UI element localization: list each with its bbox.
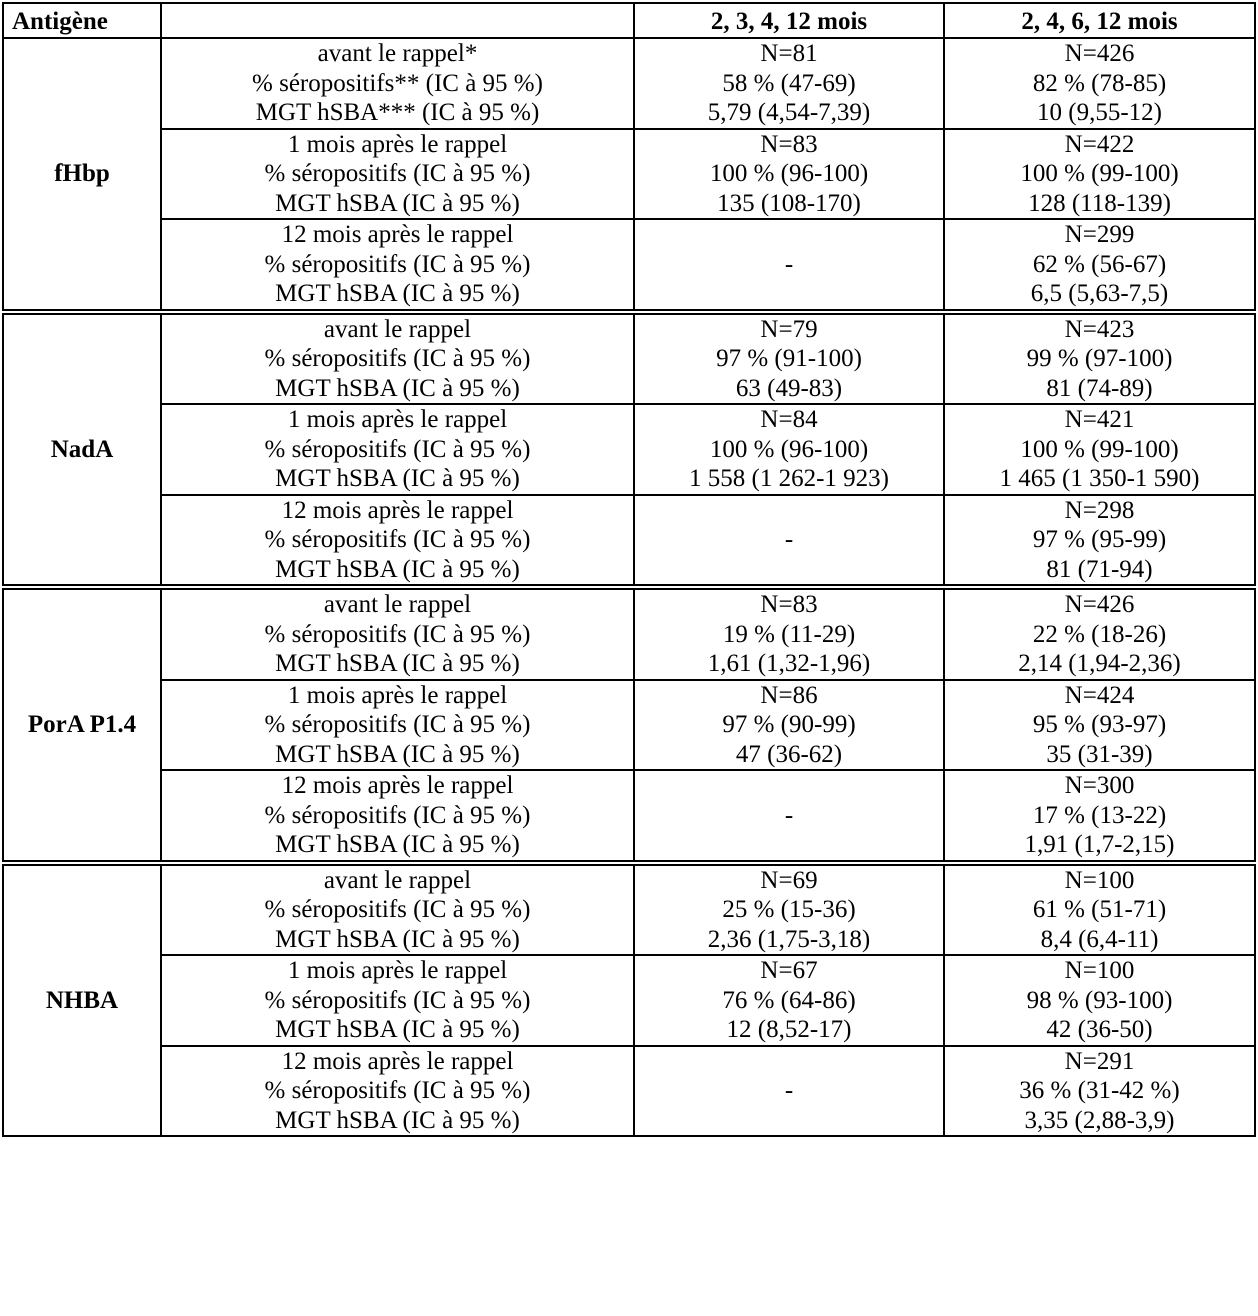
- cell-line: avant le rappel*: [317, 40, 478, 67]
- header-schedule-2-4-6-12: 2, 4, 6, 12 mois: [944, 3, 1255, 38]
- description-cell: [161, 770, 634, 863]
- cell-line: N=426: [1064, 591, 1135, 618]
- cell-line: 99 % (97-100): [1026, 345, 1173, 372]
- table-row: [3, 312, 1255, 405]
- description-cell: [161, 955, 634, 1046]
- cell-line: MGT hSBA (IC à 95 %): [275, 374, 520, 402]
- description-cell: [161, 495, 634, 588]
- cell-line: 2,36 (1,75-3,18): [707, 925, 871, 953]
- schedule-b-cell: [944, 129, 1255, 220]
- schedule-a-cell: [634, 680, 944, 771]
- cell-line: 58 % (47-69): [722, 69, 856, 97]
- table-row: [3, 404, 1255, 495]
- description-cell: [161, 404, 634, 495]
- cell-line: 100 % (99-100): [1020, 160, 1179, 187]
- cell-line: MGT hSBA (IC à 95 %): [275, 465, 520, 492]
- antigen-cell: NHBA: [3, 863, 161, 1137]
- table-row: [3, 955, 1255, 1046]
- cell-line: 1 mois après le rappel: [287, 681, 508, 709]
- description-cell: [161, 587, 634, 680]
- cell-line: MGT hSBA (IC à 95 %): [275, 740, 520, 768]
- cell-line: -: [784, 1077, 794, 1104]
- cell-line: N=86: [760, 681, 818, 709]
- cell-line: N=300: [1064, 772, 1135, 799]
- cell-line: N=100: [1064, 866, 1135, 894]
- schedule-a-cell: [634, 38, 944, 129]
- schedule-b-cell: [944, 955, 1255, 1046]
- cell-line: avant le rappel: [323, 591, 472, 618]
- cell-line: 1 mois après le rappel: [287, 957, 508, 984]
- cell-line: -: [784, 250, 794, 278]
- description-cell: [161, 312, 634, 405]
- cell-line: 2,14 (1,94-2,36): [1018, 650, 1181, 677]
- cell-line: % séropositifs (IC à 95 %): [264, 345, 531, 372]
- cell-line: N=421: [1064, 406, 1135, 433]
- cell-line: 19 % (11-29): [722, 620, 856, 648]
- table-row: [3, 1046, 1255, 1137]
- cell-line: N=81: [760, 40, 818, 67]
- schedule-a-cell: [634, 312, 944, 405]
- cell-line: 10 (9,55-12): [1037, 99, 1162, 126]
- header-schedule-2-3-4-12: 2, 3, 4, 12 mois: [634, 3, 944, 38]
- schedule-a-cell: [634, 495, 944, 588]
- cell-line: N=424: [1064, 681, 1135, 709]
- header-description: [161, 3, 634, 38]
- cell-line: MGT hSBA (IC à 95 %): [275, 831, 520, 858]
- cell-line: 35 (31-39): [1046, 740, 1153, 768]
- cell-line: 1 465 (1 350-1 590): [999, 465, 1200, 492]
- cell-line: 42 (36-50): [1046, 1016, 1153, 1043]
- cell-line: MGT hSBA (IC à 95 %): [275, 925, 520, 953]
- cell-line: 81 (71-94): [1046, 555, 1153, 583]
- schedule-a-cell: [634, 863, 944, 956]
- schedule-b-cell: [944, 312, 1255, 405]
- cell-line: % séropositifs (IC à 95 %): [264, 250, 531, 278]
- cell-line: % séropositifs (IC à 95 %): [264, 986, 531, 1014]
- schedule-a-cell: [634, 955, 944, 1046]
- cell-line: 100 % (96-100): [709, 160, 869, 187]
- cell-line: 1,91 (1,7-2,15): [1024, 831, 1175, 858]
- table-row: [3, 680, 1255, 771]
- table-row: [3, 38, 1255, 129]
- cell-line: N=79: [760, 315, 818, 343]
- table-row: [3, 770, 1255, 863]
- cell-line: N=422: [1064, 130, 1135, 158]
- schedule-b-cell: [944, 587, 1255, 680]
- schedule-a-cell: [634, 404, 944, 495]
- cell-line: 1 558 (1 262-1 923): [689, 465, 889, 492]
- table-row: [3, 219, 1255, 312]
- schedule-a-cell: [634, 129, 944, 220]
- cell-line: 25 % (15-36): [722, 896, 856, 923]
- cell-line: 12 mois après le rappel: [281, 221, 514, 248]
- antigen-cell: PorA P1.4: [3, 587, 161, 863]
- cell-line: 100 % (96-100): [709, 435, 869, 463]
- cell-line: N=298: [1064, 496, 1135, 524]
- cell-line: N=69: [760, 866, 818, 894]
- cell-line: MGT hSBA (IC à 95 %): [275, 555, 520, 583]
- cell-line: 5,79 (4,54-7,39): [707, 99, 871, 126]
- cell-line: 62 % (56-67): [1032, 250, 1167, 278]
- cell-line: N=291: [1064, 1047, 1135, 1075]
- cell-line: avant le rappel: [323, 315, 472, 343]
- cell-line: 100 % (99-100): [1020, 435, 1179, 463]
- schedule-a-cell: [634, 1046, 944, 1137]
- cell-line: N=84: [760, 406, 818, 433]
- header-row: [3, 3, 1255, 38]
- description-cell: [161, 38, 634, 129]
- cell-line: 98 % (93-100): [1026, 986, 1173, 1014]
- immunogenicity-table: [2, 2, 1256, 1137]
- cell-line: N=100: [1064, 957, 1135, 984]
- cell-line: % séropositifs (IC à 95 %): [264, 801, 531, 829]
- cell-line: % séropositifs (IC à 95 %): [264, 1077, 531, 1104]
- cell-line: 97 % (91-100): [716, 345, 862, 372]
- description-cell: [161, 129, 634, 220]
- cell-line: 12 mois après le rappel: [281, 1047, 514, 1075]
- cell-line: % séropositifs (IC à 95 %): [264, 435, 531, 463]
- cell-line: N=83: [760, 591, 818, 618]
- table-row: [3, 495, 1255, 588]
- cell-line: 1 mois après le rappel: [287, 406, 508, 433]
- schedule-b-cell: [944, 770, 1255, 863]
- cell-line: MGT hSBA (IC à 95 %): [275, 1106, 520, 1134]
- cell-line: 97 % (90-99): [722, 711, 856, 738]
- antigen-cell: NadA: [3, 312, 161, 588]
- schedule-a-cell: [634, 770, 944, 863]
- cell-line: 36 % (31-42 %): [1019, 1077, 1180, 1104]
- cell-line: MGT hSBA (IC à 95 %): [275, 650, 520, 677]
- schedule-b-cell: [944, 1046, 1255, 1137]
- schedule-a-cell: [634, 219, 944, 312]
- cell-line: N=426: [1064, 40, 1135, 67]
- antigen-cell: fHbp: [3, 38, 161, 312]
- cell-line: MGT hSBA (IC à 95 %): [275, 189, 520, 217]
- cell-line: 61 % (51-71): [1032, 896, 1167, 923]
- cell-line: 8,4 (6,4-11): [1040, 925, 1159, 953]
- cell-line: 47 (36-62): [735, 740, 843, 768]
- cell-line: -: [784, 801, 794, 829]
- schedule-b-cell: [944, 404, 1255, 495]
- cell-line: 3,35 (2,88-3,9): [1024, 1106, 1175, 1134]
- schedule-b-cell: [944, 495, 1255, 588]
- cell-line: MGT hSBA*** (IC à 95 %): [255, 99, 540, 126]
- schedule-b-cell: [944, 680, 1255, 771]
- cell-line: 128 (118-139): [1028, 189, 1171, 217]
- cell-line: % séropositifs (IC à 95 %): [264, 160, 531, 187]
- cell-line: % séropositifs (IC à 95 %): [264, 526, 531, 553]
- cell-line: % séropositifs (IC à 95 %): [264, 711, 531, 738]
- cell-line: % séropositifs (IC à 95 %): [264, 896, 531, 923]
- cell-line: 17 % (13-22): [1032, 801, 1167, 829]
- description-cell: [161, 863, 634, 956]
- cell-line: 12 mois après le rappel: [281, 496, 514, 524]
- cell-line: 76 % (64-86): [722, 986, 856, 1014]
- cell-line: 22 % (18-26): [1032, 620, 1167, 648]
- cell-line: MGT hSBA (IC à 95 %): [275, 280, 520, 307]
- cell-line: N=67: [760, 957, 818, 984]
- cell-line: % séropositifs (IC à 95 %): [264, 620, 531, 648]
- cell-line: N=299: [1064, 221, 1135, 248]
- cell-line: 1 mois après le rappel: [287, 130, 508, 158]
- cell-line: -: [784, 526, 794, 553]
- description-cell: [161, 1046, 634, 1137]
- schedule-a-cell: [634, 587, 944, 680]
- schedule-b-cell: [944, 219, 1255, 312]
- cell-line: MGT hSBA (IC à 95 %): [275, 1016, 520, 1043]
- table-row: [3, 587, 1255, 680]
- cell-line: N=423: [1064, 315, 1135, 343]
- header-antigen: Antigène: [3, 3, 161, 38]
- schedule-b-cell: [944, 863, 1255, 956]
- cell-line: 6,5 (5,63-7,5): [1030, 280, 1169, 307]
- cell-line: 97 % (95-99): [1032, 526, 1167, 553]
- description-cell: [161, 680, 634, 771]
- cell-line: % séropositifs** (IC à 95 %): [252, 69, 543, 97]
- cell-line: 63 (49-83): [735, 374, 843, 402]
- table-row: [3, 863, 1255, 956]
- table-row: [3, 129, 1255, 220]
- cell-line: 81 (74-89): [1046, 374, 1153, 402]
- cell-line: 12 (8,52-17): [726, 1016, 852, 1043]
- schedule-b-cell: [944, 38, 1255, 129]
- cell-line: 12 mois après le rappel: [281, 772, 514, 799]
- cell-line: N=83: [760, 130, 818, 158]
- cell-line: 135 (108-170): [717, 189, 861, 217]
- cell-line: avant le rappel: [323, 866, 472, 894]
- cell-line: 95 % (93-97): [1032, 711, 1167, 738]
- cell-line: 1,61 (1,32-1,96): [707, 650, 871, 677]
- description-cell: [161, 219, 634, 312]
- cell-line: 82 % (78-85): [1032, 69, 1167, 97]
